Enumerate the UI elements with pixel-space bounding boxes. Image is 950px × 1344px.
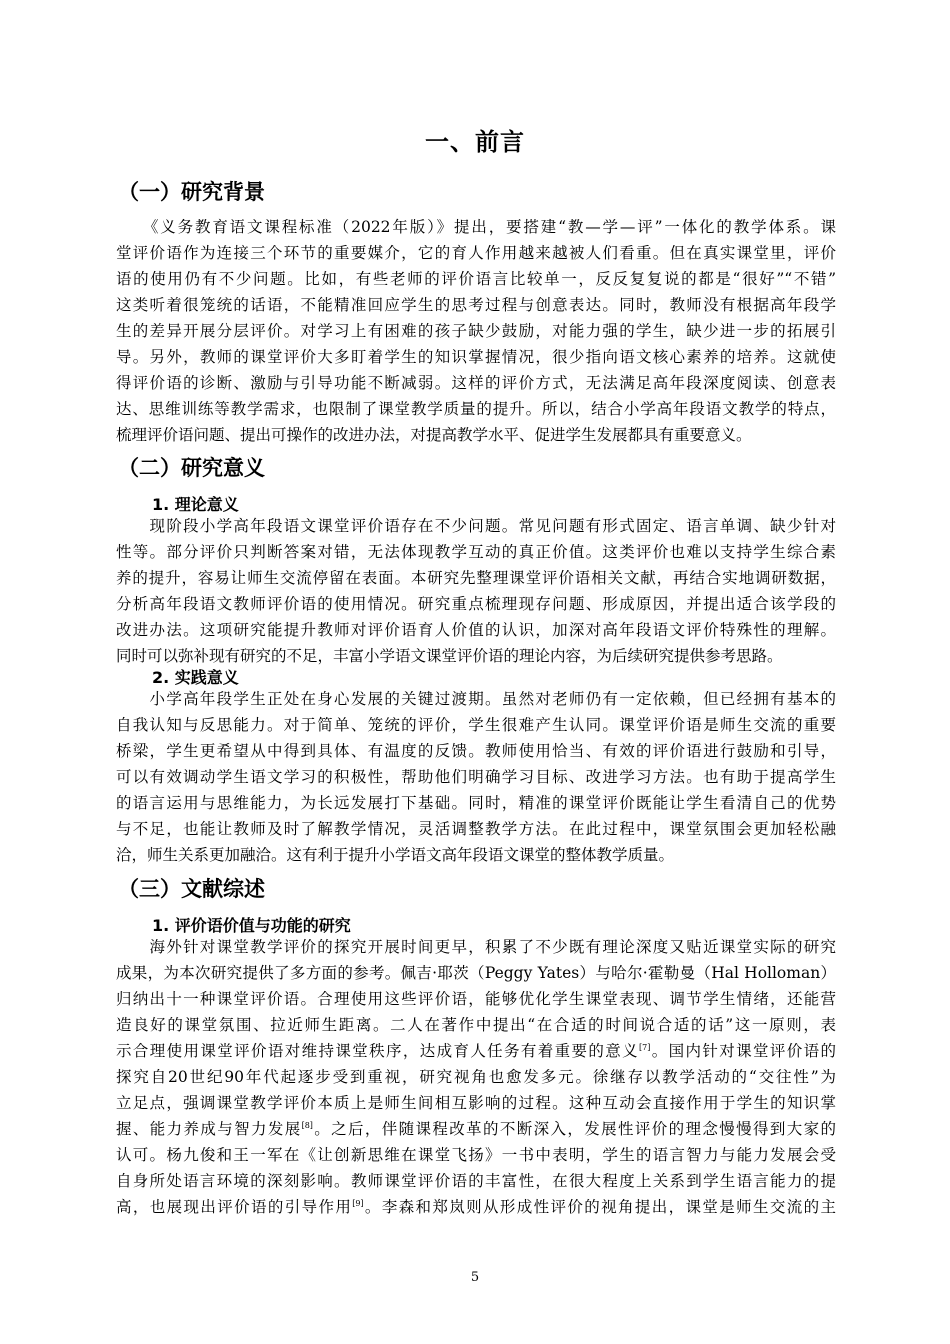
text-line: 养的提升，容易让师生交流停留在表面。本研究先整理课堂评价语相关文献，再结合实地调研数据，: [116, 569, 836, 587]
text-segment: 握、能力养成与智力发展: [116, 1120, 302, 1138]
text-line: 造良好的课堂氛围、拉近师生距离。二人在著作中提出“在合适的时间说合适的话”这一原则，表: [116, 1016, 836, 1034]
text-line: 现阶段小学高年段语文课堂评价语存在不少问题。常见问题有形式固定、语言单调、缺少针对: [116, 517, 836, 535]
citation-8[interactable]: [8]: [301, 1120, 313, 1130]
citation-9[interactable]: [9]: [352, 1198, 364, 1208]
text-line-with-citation: [116, 1194, 836, 1220]
text-line: 改进办法。这项研究能提升教师对评价语育人价值的认识，加深对高年段语文评价特殊性的理解。: [116, 621, 836, 639]
text-line-with-citation: [116, 1038, 836, 1064]
text-line: 洽，师生关系更加融洽。这有利于提升小学语文高年段语文课堂的整体教学质量。: [116, 846, 675, 864]
text-segment: 。国内针对课堂评价语的: [650, 1042, 836, 1060]
text-line: 小学高年段学生正处在身心发展的关键过渡期。虽然对老师仍有一定依赖，但已经拥有基本的: [116, 690, 836, 708]
text-line: 得评价语的诊断、激励与引导功能不断减弱。这样的评价方式，无法满足高年段深度阅读、创意表: [116, 374, 836, 392]
text-segment: 高，也展现出评价语的引导作用: [116, 1198, 353, 1216]
text-segment: 。之后，伴随课程改革的不断深入，发展性评价的理念慢慢得到大家的: [312, 1120, 836, 1138]
text-line: 的语言运用与思维能力，为长远发展打下基础。同时，精准的课堂评价既能让学生看清自己的优势: [116, 794, 836, 812]
subsection-heading-value-function: 1. 评价语价值与功能的研究: [152, 916, 351, 935]
text-line: 立足点，强调课堂教学评价本质上是师生间相互影响的过程。这种互动会直接作用于学生的知识掌: [116, 1094, 836, 1112]
text-line: 海外针对课堂教学评价的探究开展时间更早，积累了不少既有理论深度又贴近课堂实际的研究: [116, 938, 836, 956]
paragraph-theory: [116, 513, 836, 669]
text-line: 同时可以弥补现有研究的不足，丰富小学语文课堂评价语的理论内容，为后续研究提供参考思路。: [116, 647, 783, 665]
text-segment: 示合理使用课堂评价语对维持课堂秩序，达成育人任务有着重要的意义: [116, 1042, 640, 1060]
text-line: 自身所处语言环境的深刻影响。教师课堂评价语的丰富性，在很大程度上关系到学生语言能力的提: [116, 1172, 836, 1190]
text-line: 达、思维训练等教学需求，也限制了课堂教学质量的提升。所以，结合小学高年段语文教学的特点，: [116, 400, 836, 418]
text-line: 探究自20世纪90年代起逐步受到重视，研究视角也愈发多元。徐继存以教学活动的“交往性”为: [116, 1068, 836, 1086]
text-segment: 。: [363, 1198, 382, 1216]
text-line: 自我认知与反思能力。对于简单、笼统的评价，学生很难产生认同。课堂评价语是师生交流的重要: [116, 716, 836, 734]
section-heading-literature: （三）文献综述: [118, 877, 265, 901]
section-heading-significance: （二）研究意义: [118, 456, 265, 480]
page-number: 5: [470, 1270, 480, 1285]
text-line: 归纳出十一种课堂评价语。合理使用这些评价语，能够优化学生课堂表现、调节学生情绪，还能营: [116, 990, 836, 1008]
section-heading-background: （一）研究背景: [118, 180, 265, 204]
text-segment: 李森和郑岚则从形成性评价的视角提出，课堂是师生交流的主: [381, 1198, 836, 1216]
text-line: 分析高年段语文教师评价语的使用情况。研究重点梳理现存问题、形成原因，并提出适合该学段的: [116, 595, 836, 613]
text-line-with-citation: [116, 1116, 836, 1142]
text-line: 堂评价语作为连接三个环节的重要媒介，它的育人作用越来越被人们看重。但在真实课堂里，评价: [116, 244, 836, 262]
subsection-heading-theory: 1. 理论意义: [152, 495, 239, 514]
text-line: 桥梁，学生更希望从中得到具体、有温度的反馈。教师使用恰当、有效的评价语进行鼓励和引导，: [116, 742, 836, 760]
text-line: 导。另外，教师的课堂评价大多盯着学生的知识掌握情况，很少指向语文核心素养的培养。这就使: [116, 348, 836, 366]
paragraph-practice: [116, 686, 836, 868]
text-line: 《义务教育语文课程标准（2022年版）》提出，要搭建“教—学—评”一体化的教学体系。课: [116, 218, 836, 236]
text-line: 生的差异开展分层评价。对学习上有困难的孩子缺少鼓励，对能力强的学生，缺少进一步的拓展引: [116, 322, 836, 340]
text-line: 这类听着很笼统的话语，不能精准回应学生的思考过程与创意表达。同时，教师没有根据高年段学: [116, 296, 836, 314]
text-line: 性等。部分评价只判断答案对错，无法体现教学互动的真正价值。这类评价也难以支持学生综合素: [116, 543, 836, 561]
paragraph-literature: [116, 934, 836, 1220]
text-line: 梳理评价语问题、提出可操作的改进办法，对提高教学水平、促进学生发展都具有重要意义。: [116, 426, 752, 444]
citation-7[interactable]: [7]: [639, 1042, 651, 1052]
subsection-heading-practice: 2. 实践意义: [152, 668, 239, 687]
text-line: 语的使用仍有不少问题。比如，有些老师的评价语言比较单一，反反复复说的都是“很好”“不错”: [116, 270, 836, 288]
text-line: 可以有效调动学生语文学习的积极性，帮助他们明确学习目标、改进学习方法。也有助于提高学生: [116, 768, 836, 786]
chapter-title: 一、前言: [425, 128, 525, 156]
text-line: 与不足，也能让教师及时了解教学情况，灵活调整教学方法。在此过程中，课堂氛围会更加轻松融: [116, 820, 836, 838]
text-line: 成果，为本次研究提供了多方面的参考。佩吉·耶茨（Peggy Yates）与哈尔·霍勒曼（Hal Holloman）: [116, 964, 836, 982]
paragraph-background: [116, 214, 836, 448]
text-line: 认可。杨九俊和王一军在《让创新思维在课堂飞扬》一书中表明，学生的语言智力与能力发展会受: [116, 1146, 836, 1164]
